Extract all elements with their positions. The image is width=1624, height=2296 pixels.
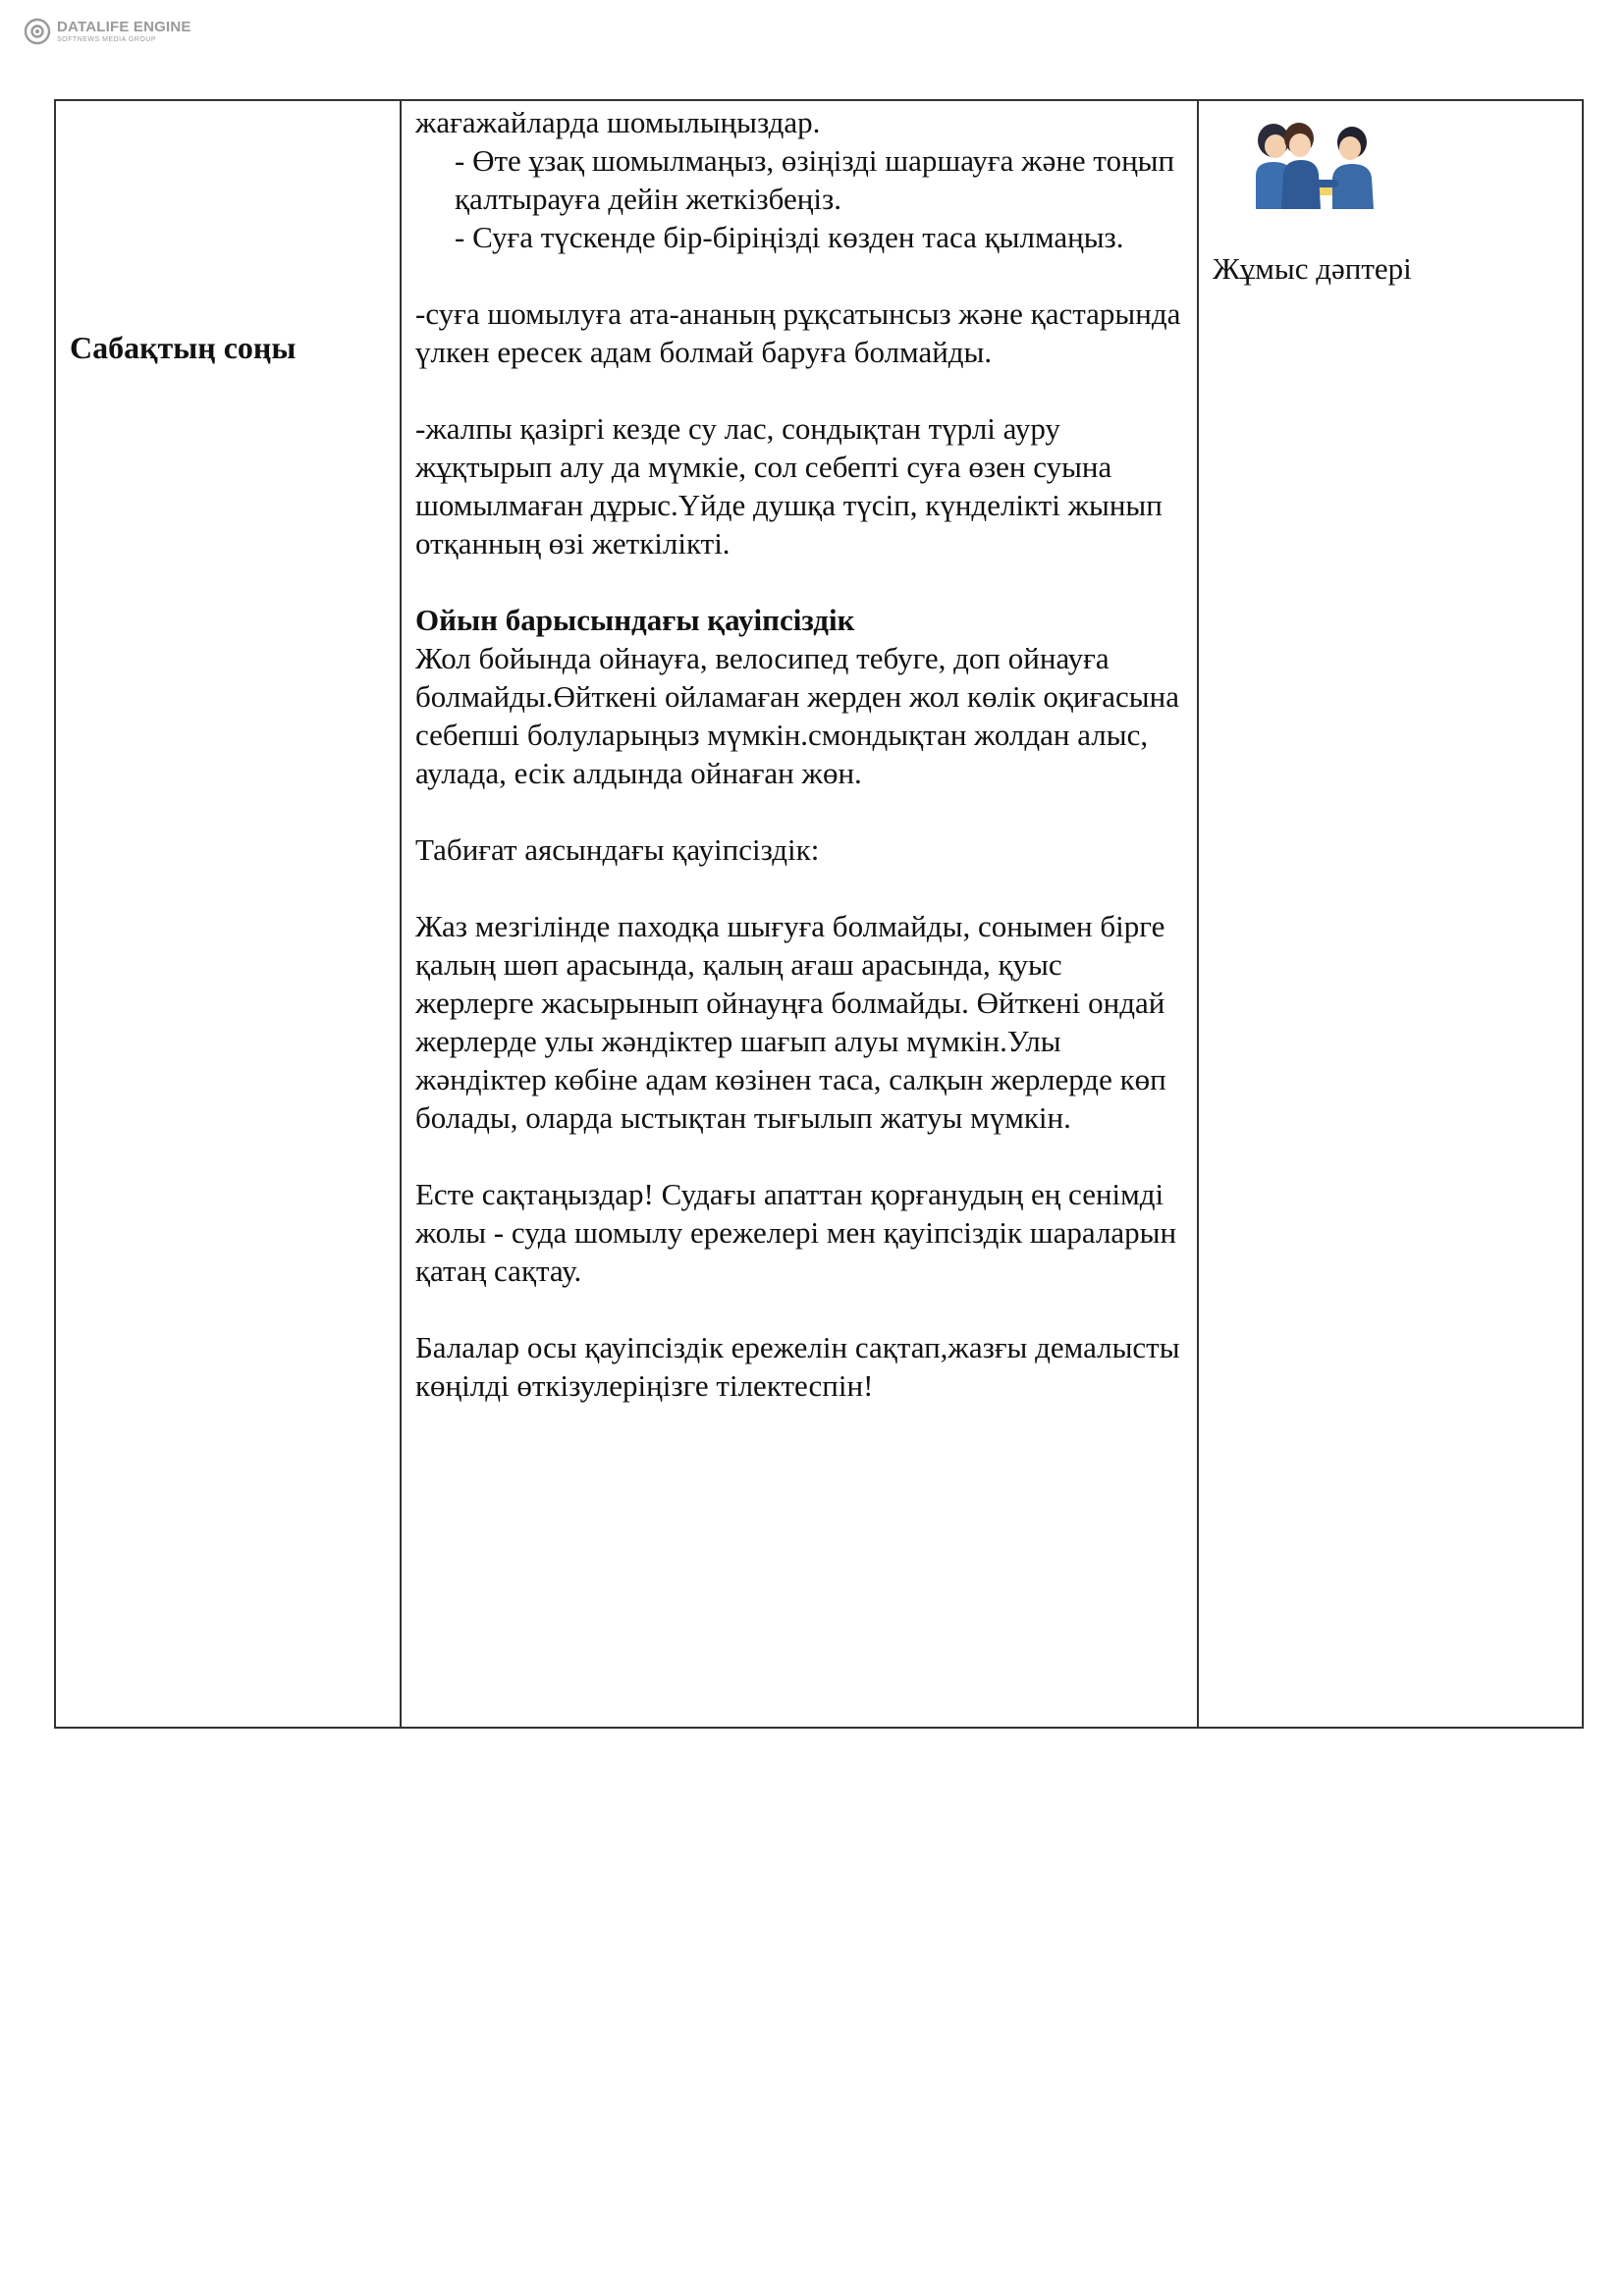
- content-cell: [401, 100, 1198, 1728]
- stage-label: Сабақтың соңы: [70, 330, 297, 365]
- stage-cell: [55, 100, 401, 1728]
- watermark: [24, 18, 191, 45]
- content-paragraph: - Өте ұзақ шомылмаңыз, өзіңізді шаршауға және тоңып қалтырауға дейін жеткізбеңіз.: [455, 143, 1175, 216]
- content-paragraph: - Суға түскенде бір-біріңізді көзден таса қылмаңыз.: [455, 220, 1124, 254]
- content-paragraph: жағажайларда шомылыңыздар.: [415, 105, 821, 139]
- content-body: [415, 103, 1183, 1405]
- content-paragraph: Ойын барысындағы қауіпсіздік: [415, 603, 855, 637]
- resource-label: Жұмыс дәптері: [1213, 251, 1412, 286]
- lesson-plan-table: [54, 99, 1584, 1729]
- eye-logo-icon: [24, 18, 51, 45]
- watermark-title: DATALIFE ENGINE: [57, 19, 191, 35]
- content-paragraph: Жол бойында ойнауға, велосипед тебуге, доп ойнауға болмайды.Өйткені ойламаған жерден жол көлік оқиғасына себепші болуларыңыз мүмкін.смондықтан жолдан алыс, аулада, есік алдында ойнаған жөн.: [415, 641, 1179, 790]
- resources-cell: [1198, 100, 1583, 1728]
- children-at-desk-illustration: [1244, 115, 1381, 209]
- content-paragraph: Жаз мезгілінде паходқа шығуға болмайды, сонымен бірге қалың шөп арасында, қалың ағаш арасында, қуыс жерлерге жасырынып ойнауңға болмайды. Өйткені ондай жерлерде улы жәндіктер шағып алуы мүмкін.Улы жәндіктер көбіне адам көзінен таса, салқын жерлерде көп болады, оларда ыстықтан тығылып жатуы мүмкін.: [415, 909, 1166, 1135]
- watermark-subtitle: SOFTNEWS MEDIA GROUP: [57, 36, 157, 43]
- table-row: [55, 100, 1583, 1728]
- content-paragraph: Табиғат аясындағы қауіпсіздік:: [415, 832, 820, 867]
- content-paragraph: Есте сақтаңыздар! Судағы апаттан қорғанудың ең сенімді жолы - суда шомылу ережелері мен қауіпсіздік шараларын қатаң сақтау.: [415, 1177, 1177, 1288]
- content-paragraph: Балалар осы қауіпсіздік ережелін сақтап,жазғы демалысты көңілді өткізулеріңізге тілектеспін!: [415, 1330, 1180, 1403]
- content-paragraph: -суға шомылуға ата-ананың рұқсатынсыз және қастарында үлкен ересек адам болмай баруға болмайды.: [415, 296, 1181, 369]
- content-paragraph: -жалпы қазіргі кезде су лас, сондықтан түрлі ауру жұқтырып алу да мүмкіе, сол себепті суға өзен суына шомылмаған дұрыс.Үйде душқа түсіп, күнделікті жынып отқанның өзі жеткілікті.: [415, 411, 1163, 561]
